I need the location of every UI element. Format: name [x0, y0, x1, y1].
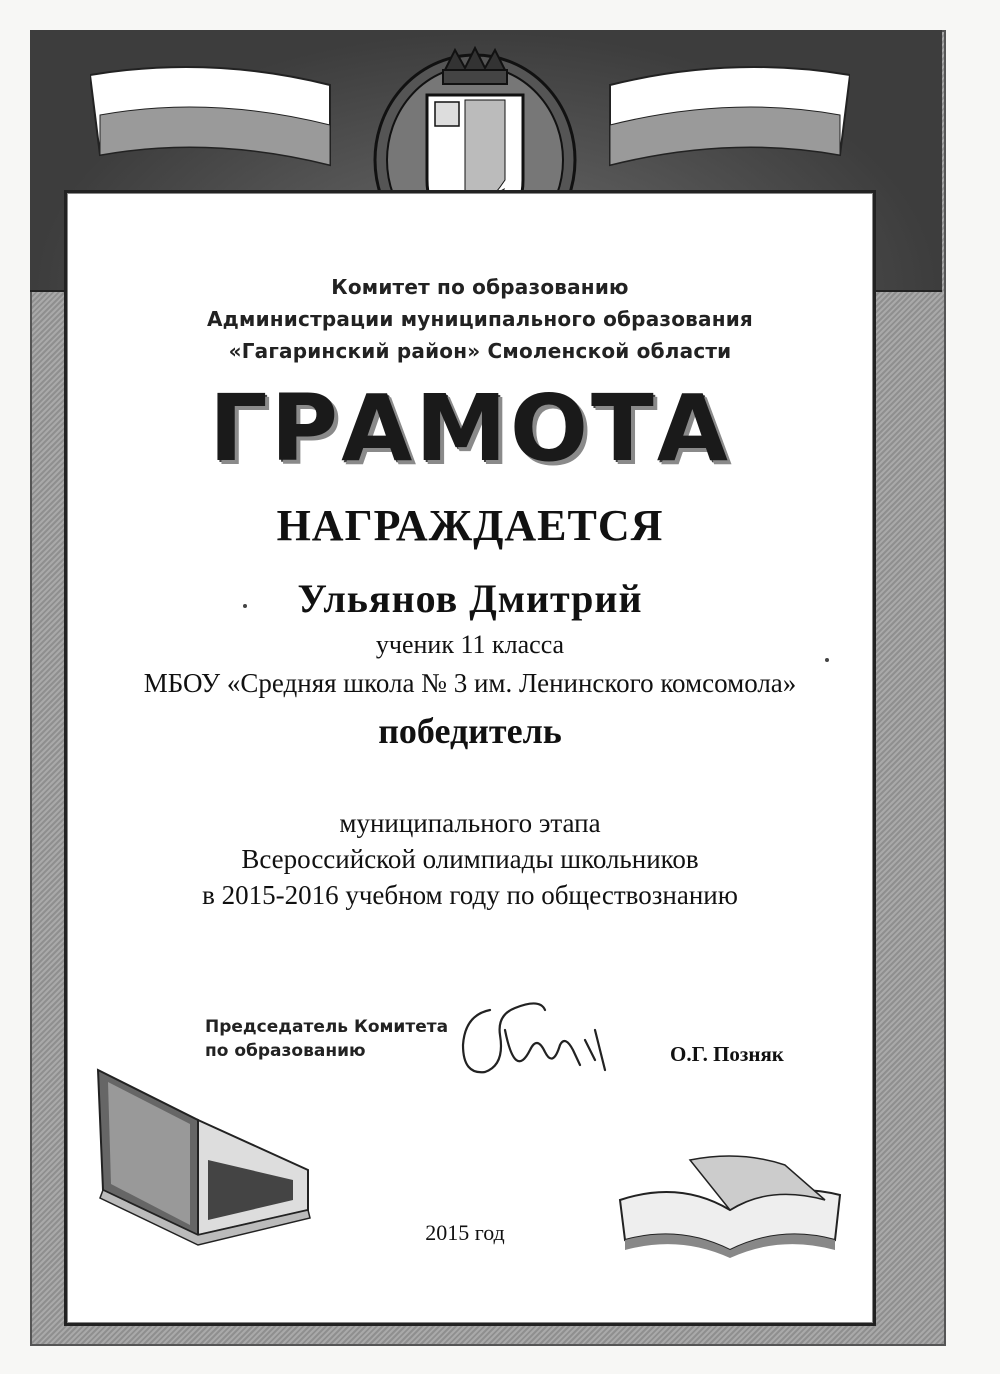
recipient-name: Ульянов Дмитрий: [297, 576, 643, 621]
scan-speck: [825, 658, 829, 662]
header-line-1: Комитет по образованию: [331, 275, 629, 299]
certificate-year: 2015 год: [425, 1220, 505, 1245]
award-status: победитель: [378, 711, 562, 751]
awarded-label: НАГРАЖДАЕТСЯ: [276, 501, 664, 550]
scan-speck: [243, 604, 247, 608]
recipient-grade: ученик 11 класса: [375, 630, 565, 659]
recipient-school: МБОУ «Средняя школа № 3 им. Ленинского комсомола»: [143, 668, 797, 698]
laptop-illustration: [78, 1060, 318, 1260]
signer-position-line-2: по образованию: [205, 1041, 366, 1061]
signer-position: [205, 1015, 448, 1063]
open-book-illustration: [610, 1140, 850, 1260]
description-line-3: в 2015-2016 учебном году по обществознанию: [202, 880, 738, 910]
description-line-1: муниципального этапа: [339, 808, 601, 838]
handwritten-signature: [445, 990, 615, 1090]
award-description: [120, 805, 820, 913]
header-line-2: Администрации муниципального образования: [207, 307, 753, 331]
header-line-3: «Гагаринский район» Смоленской области: [228, 339, 732, 363]
signer-position-line-1: Председатель Комитета: [205, 1017, 449, 1037]
description-line-2: Всероссийской олимпиады школьников: [241, 844, 699, 874]
signer-name: О.Г. Позняк: [670, 1042, 784, 1066]
certificate-title: ГРАМОТА: [209, 375, 731, 482]
